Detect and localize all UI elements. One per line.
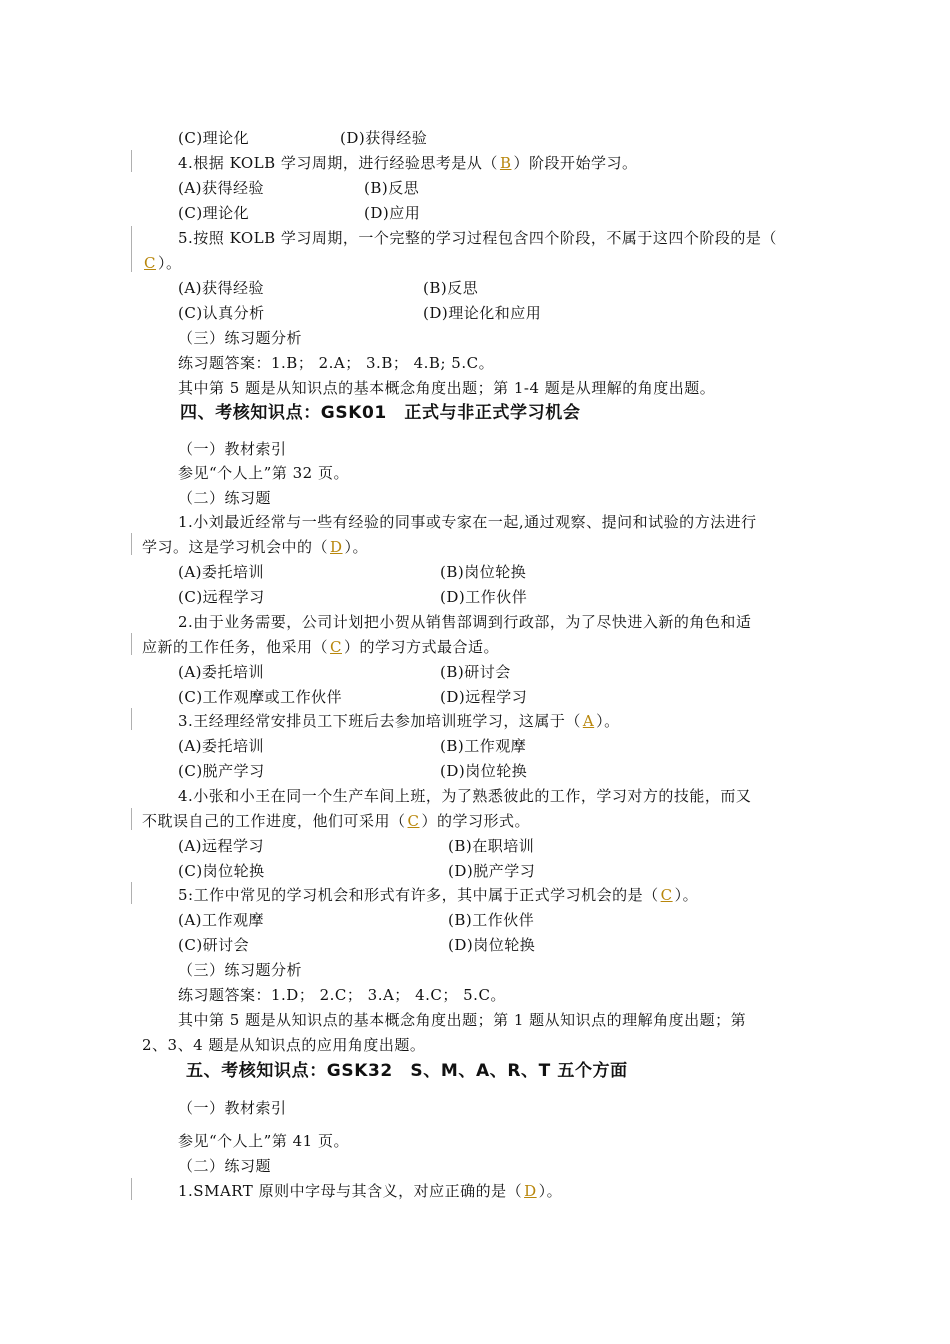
option: (C)认真分析 bbox=[178, 304, 265, 322]
question-text: 5:工作中常见的学习机会和形式有许多，其中属于正式学习机会的是（ bbox=[178, 886, 659, 904]
revision-bar bbox=[131, 808, 132, 830]
question-text: ）。 bbox=[157, 254, 182, 272]
answer-mark: A bbox=[582, 712, 595, 730]
answer-mark: C bbox=[144, 254, 156, 272]
question-text: 4.根据 KOLB 学习周期，进行经验思考是从（ bbox=[178, 154, 498, 172]
option: (D)获得经验 bbox=[340, 129, 428, 147]
revision-bar bbox=[131, 226, 132, 272]
question-text: 1.小刘最近经常与一些有经验的同事或专家在一起,通过观察、提问和试验的方法进行 bbox=[178, 513, 757, 531]
answer-mark: B bbox=[499, 154, 512, 172]
question-text: ）。 bbox=[674, 886, 699, 904]
revision-bar bbox=[131, 150, 132, 172]
subsection-title: （三）练习题分析 bbox=[178, 961, 303, 979]
question-text: 1.SMART 原则中字母与其含义，对应正确的是（ bbox=[178, 1182, 523, 1200]
analysis-note: 2、3、4 题是从知识点的应用角度出题。 bbox=[142, 1036, 426, 1054]
subsection-title: （二）练习题 bbox=[178, 1157, 272, 1175]
question-text: ）。 bbox=[538, 1182, 563, 1200]
answer-mark: D bbox=[524, 1182, 537, 1200]
question-text: ）阶段开始学习。 bbox=[513, 154, 638, 172]
question-text: ）。 bbox=[344, 538, 369, 556]
question bbox=[178, 1181, 562, 1201]
option: (D)远程学习 bbox=[440, 688, 528, 706]
analysis-note: 其中第 5 题是从知识点的基本概念角度出题；第 1-4 题是从理解的角度出题。 bbox=[178, 379, 716, 397]
question-text: ）。 bbox=[596, 712, 620, 730]
revision-bar bbox=[131, 882, 132, 904]
question-text: 5.按照 KOLB 学习周期，一个完整的学习过程包含四个阶段，不属于这四个阶段的是（ bbox=[178, 229, 777, 247]
question bbox=[178, 153, 637, 173]
question bbox=[178, 711, 620, 731]
index-reference: 参见“个人上”第 32 页。 bbox=[178, 464, 349, 482]
question-text: ）的学习形式。 bbox=[421, 812, 531, 830]
question bbox=[142, 253, 182, 273]
answer-key: 练习题答案：1.B； 2.A； 3.B； 4.B; 5.C。 bbox=[178, 354, 495, 372]
option: (D)工作伙伴 bbox=[440, 588, 528, 606]
option: (B)工作伙伴 bbox=[448, 911, 535, 929]
option: (B)反思 bbox=[423, 279, 479, 297]
question-text: 2.由于业务需要，公司计划把小贺从销售部调到行政部，为了尽快进入新的角色和适 bbox=[178, 613, 752, 631]
subsection-title: （三）练习题分析 bbox=[178, 329, 303, 347]
answer-mark: C bbox=[407, 812, 420, 830]
question bbox=[142, 637, 499, 657]
option: (D)岗位轮换 bbox=[448, 936, 536, 954]
revision-bar bbox=[131, 633, 132, 655]
answer-mark: C bbox=[660, 886, 673, 904]
revision-bar bbox=[131, 1178, 132, 1200]
question-text: 学习。这是学习机会中的（ bbox=[142, 538, 329, 556]
subsection-title: （二）练习题 bbox=[178, 489, 272, 507]
option: (A)工作观摩 bbox=[178, 911, 265, 929]
option: (C)理论化 bbox=[178, 204, 250, 222]
option: (B)在职培训 bbox=[448, 837, 535, 855]
option: (A)委托培训 bbox=[178, 563, 265, 581]
option: (B)反思 bbox=[364, 179, 420, 197]
option: (C)远程学习 bbox=[178, 588, 265, 606]
option: (A)获得经验 bbox=[178, 279, 265, 297]
option: (A)获得经验 bbox=[178, 179, 265, 197]
question-text: 不耽误自己的工作进度，他们可采用（ bbox=[142, 812, 406, 830]
analysis-note: 其中第 5 题是从知识点的基本概念角度出题；第 1 题从知识点的理解角度出题；第 bbox=[178, 1011, 747, 1029]
option: (B)工作观摩 bbox=[440, 737, 527, 755]
option: (C)岗位轮换 bbox=[178, 862, 265, 880]
option: (A)委托培训 bbox=[178, 737, 265, 755]
option: (D)脱产学习 bbox=[448, 862, 536, 880]
revision-bar bbox=[131, 533, 132, 555]
subsection-title: （一）教材索引 bbox=[178, 1099, 287, 1117]
index-reference: 参见“个人上”第 41 页。 bbox=[178, 1132, 349, 1150]
question bbox=[142, 811, 530, 831]
question-text: 4.小张和小王在同一个生产车间上班，为了熟悉彼此的工作，学习对方的技能，而又 bbox=[178, 787, 752, 805]
option: (D)理论化和应用 bbox=[423, 304, 542, 322]
question bbox=[178, 885, 698, 905]
section-heading: 四、考核知识点：GSK01 正式与非正式学习机会 bbox=[180, 403, 581, 423]
subsection-title: （一）教材索引 bbox=[178, 440, 287, 458]
option: (A)委托培训 bbox=[178, 663, 265, 681]
revision-bar bbox=[131, 708, 132, 730]
option: (C)工作观摩或工作伙伴 bbox=[178, 688, 343, 706]
option: (C)脱产学习 bbox=[178, 762, 265, 780]
section-heading: 五、考核知识点：GSK32 S、M、A、R、T 五个方面 bbox=[186, 1061, 628, 1081]
question bbox=[142, 537, 368, 557]
answer-key: 练习题答案：1.D； 2.C； 3.A； 4.C； 5.C。 bbox=[178, 986, 506, 1004]
option: (C)研讨会 bbox=[178, 936, 250, 954]
option: (D)应用 bbox=[364, 204, 421, 222]
answer-mark: D bbox=[330, 538, 343, 556]
question-text: 3.王经理经常安排员工下班后去参加培训班学习，这属于（ bbox=[178, 712, 581, 730]
option: (A)远程学习 bbox=[178, 837, 265, 855]
option: (B)岗位轮换 bbox=[440, 563, 527, 581]
question-text: ）的学习方式最合适。 bbox=[344, 638, 500, 656]
option: (D)岗位轮换 bbox=[440, 762, 528, 780]
option: (C)理论化 bbox=[178, 129, 250, 147]
question-text: 应新的工作任务，他采用（ bbox=[142, 638, 329, 656]
answer-mark: C bbox=[330, 638, 342, 656]
option: (B)研讨会 bbox=[440, 663, 511, 681]
